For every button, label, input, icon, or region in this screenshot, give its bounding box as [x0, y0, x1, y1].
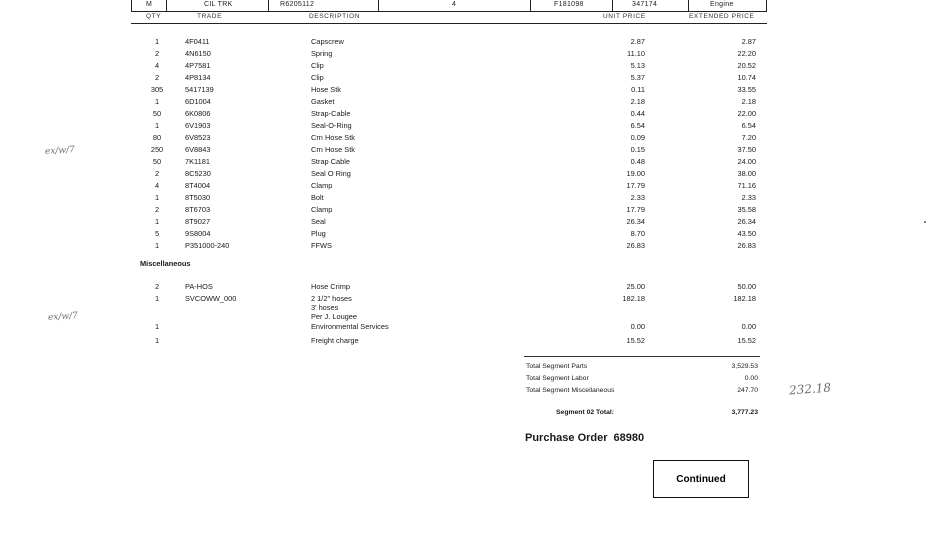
- trade-cell: 6V1903: [185, 121, 211, 130]
- total-parts-label: Total Segment Parts: [526, 363, 588, 370]
- header-trade: TRADE: [197, 13, 223, 20]
- trade-cell: 9S8004: [185, 229, 211, 238]
- description-cell: Hose Stk: [311, 85, 341, 94]
- header-description: DESCRIPTION: [309, 13, 361, 20]
- extended-price-cell: 26.83: [737, 241, 756, 250]
- table-row: [0, 322, 931, 331]
- trade-cell: 6V8523: [185, 133, 211, 142]
- qty-cell: 2: [154, 73, 160, 82]
- description-cell: Crn Hose Stk: [311, 133, 355, 142]
- description-cell: Seal-O-Ring: [311, 121, 352, 130]
- job-type: CIL TRK: [204, 1, 233, 8]
- qty-cell: 305: [150, 85, 164, 94]
- extended-price-cell: 20.52: [737, 61, 756, 70]
- description-cell: Clip: [311, 61, 324, 70]
- unit-price-cell: 0.44: [630, 109, 645, 118]
- trade-cell: 4N6150: [185, 49, 211, 58]
- extended-price-cell: 35.58: [737, 205, 756, 214]
- unit-price-cell: 17.79: [626, 205, 645, 214]
- unit-price-cell: 182.18: [622, 294, 645, 303]
- unit-price-cell: 8.70: [630, 229, 645, 238]
- table-row: [0, 205, 931, 214]
- total-parts-row: [524, 362, 760, 372]
- qty-cell: 50: [152, 109, 162, 118]
- table-row: [0, 121, 931, 130]
- extended-price-cell: 26.34: [737, 217, 756, 226]
- trade-cell: 6D1004: [185, 97, 211, 106]
- extended-price-cell: 24.00: [737, 157, 756, 166]
- trade-cell: 4P7581: [185, 61, 211, 70]
- job-info-row: [131, 0, 767, 12]
- table-row: [0, 294, 931, 303]
- table-row: [0, 303, 931, 312]
- description-cell: 2 1/2" hoses: [311, 294, 352, 303]
- description-cell: Environmental Services: [311, 322, 389, 331]
- handwritten-note: ex/w/7: [44, 144, 76, 158]
- description-cell: Seal: [311, 217, 326, 226]
- qty-cell: 1: [154, 121, 160, 130]
- description-cell: Per J. Lougee: [311, 312, 358, 321]
- header-unit-price: UNIT PRICE: [603, 13, 646, 20]
- trade-cell: 6K0806: [185, 109, 211, 118]
- continued-button[interactable]: Continued: [653, 460, 749, 498]
- qty-cell: 1: [154, 336, 160, 345]
- job-code: M: [146, 1, 153, 8]
- qty-cell: 1: [154, 193, 160, 202]
- description-cell: Clamp: [311, 181, 333, 190]
- description-cell: Seal O Ring: [311, 169, 351, 178]
- extended-price-cell: 43.50: [737, 229, 756, 238]
- trade-cell: 8T9027: [185, 217, 211, 226]
- qty-cell: 1: [154, 294, 160, 303]
- description-cell: Plug: [311, 229, 326, 238]
- purchase-order: [525, 432, 644, 444]
- table-row: [0, 241, 931, 250]
- header-extended-price: EXTENDED PRICE: [689, 13, 755, 20]
- qty-cell: 2: [154, 282, 160, 291]
- total-labor-row: [524, 374, 760, 384]
- extended-price-cell: 6.54: [741, 121, 756, 130]
- table-row: [0, 157, 931, 166]
- segment-total-value: 3,777.23: [731, 409, 758, 416]
- trade-cell: 8T6703: [185, 205, 211, 214]
- handwritten-note: ex/w/7: [47, 310, 79, 324]
- description-cell: Freight charge: [311, 336, 359, 345]
- header-qty: QTY: [146, 13, 162, 20]
- total-misc-value: 247.70: [737, 387, 758, 394]
- qty-cell: 5: [154, 229, 160, 238]
- extended-price-cell: 71.16: [737, 181, 756, 190]
- extended-price-cell: 10.74: [737, 73, 756, 82]
- description-cell: 3' hoses: [311, 303, 339, 312]
- extended-price-cell: 22.20: [737, 49, 756, 58]
- extended-price-cell: 2.33: [741, 193, 756, 202]
- scan-speck: [924, 221, 926, 223]
- extended-price-cell: 182.18: [733, 294, 756, 303]
- description-cell: Strap-Cable: [311, 109, 351, 118]
- table-row: [0, 282, 931, 291]
- qty-cell: 4: [154, 181, 160, 190]
- trade-cell: 8T5030: [185, 193, 211, 202]
- qty-cell: 2: [154, 49, 160, 58]
- extended-price-cell: 15.52: [737, 336, 756, 345]
- description-cell: Spring: [311, 49, 333, 58]
- description-cell: FFWS: [311, 241, 332, 250]
- extended-price-cell: 33.55: [737, 85, 756, 94]
- handwritten-note: 232.18: [788, 380, 832, 398]
- extended-price-cell: 37.50: [737, 145, 756, 154]
- job-segment: 4: [452, 1, 457, 8]
- table-row: [0, 97, 931, 106]
- purchase-order-number: 68980: [613, 432, 645, 444]
- extended-price-cell: 50.00: [737, 282, 756, 291]
- trade-cell: 6V8843: [185, 145, 211, 154]
- table-row: [0, 181, 931, 190]
- job-hours: 347174: [632, 1, 658, 8]
- qty-cell: 80: [152, 133, 162, 142]
- table-row: [0, 310, 931, 324]
- table-row: [0, 229, 931, 238]
- description-cell: Bolt: [311, 193, 324, 202]
- table-row: [0, 193, 931, 202]
- unit-price-cell: 25.00: [626, 282, 645, 291]
- extended-price-cell: 7.20: [741, 133, 756, 142]
- segment-total-row: [524, 408, 760, 418]
- miscellaneous-heading: Miscellaneous: [140, 259, 191, 268]
- table-row: [0, 37, 931, 46]
- qty-cell: 50: [152, 157, 162, 166]
- table-row: [0, 336, 931, 345]
- job-component: Engine: [710, 1, 734, 8]
- table-row: [0, 217, 931, 226]
- qty-cell: 2: [154, 205, 160, 214]
- trade-cell: SVCOWW_000: [185, 294, 237, 303]
- column-header-row: [131, 12, 767, 24]
- trade-cell: 8C5230: [185, 169, 211, 178]
- extended-price-cell: 2.18: [741, 97, 756, 106]
- segment-total-label: Segment 02 Total:: [556, 409, 615, 416]
- unit-price-cell: 5.37: [630, 73, 645, 82]
- total-misc-row: [524, 386, 760, 396]
- unit-price-cell: 0.09: [630, 133, 645, 142]
- unit-price-cell: 0.00: [630, 322, 645, 331]
- table-row: [0, 133, 931, 142]
- table-row: [0, 169, 931, 178]
- total-labor-label: Total Segment Labor: [526, 375, 589, 382]
- trade-cell: 4P8134: [185, 73, 211, 82]
- description-cell: Capscrew: [311, 37, 344, 46]
- unit-price-cell: 5.13: [630, 61, 645, 70]
- purchase-order-label: Purchase Order: [525, 432, 608, 444]
- total-labor-value: 0.00: [744, 375, 758, 382]
- qty-cell: 1: [154, 322, 160, 331]
- qty-cell: 250: [150, 145, 164, 154]
- job-serial: F181098: [554, 1, 584, 8]
- trade-cell: PA-HOS: [185, 282, 213, 291]
- total-parts-value: 3,529.53: [731, 363, 758, 370]
- description-cell: Clip: [311, 73, 324, 82]
- top-band: [131, 0, 767, 24]
- description-cell: Crn Hose Stk: [311, 145, 355, 154]
- trade-cell: 7K1181: [185, 157, 210, 166]
- extended-price-cell: 22.00: [737, 109, 756, 118]
- description-cell: Gasket: [311, 97, 335, 106]
- trade-cell: 8T4004: [185, 181, 211, 190]
- trade-cell: 5417139: [185, 85, 214, 94]
- unit-price-cell: 11.10: [627, 49, 645, 58]
- table-row: [0, 85, 931, 94]
- unit-price-cell: 6.54: [630, 121, 645, 130]
- table-row: [0, 61, 931, 70]
- description-cell: Hose Crimp: [311, 282, 351, 291]
- table-row: [0, 145, 931, 154]
- description-cell: Clamp: [311, 205, 333, 214]
- unit-price-cell: 0.48: [630, 157, 645, 166]
- unit-price-cell: 2.33: [630, 193, 645, 202]
- unit-price-cell: 26.34: [626, 217, 645, 226]
- unit-price-cell: 0.15: [630, 145, 645, 154]
- qty-cell: 1: [154, 241, 160, 250]
- trade-cell: P351000-240: [185, 241, 230, 250]
- unit-price-cell: 15.52: [626, 336, 645, 345]
- unit-price-cell: 2.18: [630, 97, 645, 106]
- qty-cell: 2: [154, 169, 160, 178]
- unit-price-cell: 17.79: [626, 181, 645, 190]
- trade-cell: 4F0411: [185, 37, 210, 46]
- unit-price-cell: 2.87: [630, 37, 645, 46]
- qty-cell: 1: [154, 217, 160, 226]
- table-row: [0, 73, 931, 82]
- qty-cell: 1: [154, 37, 160, 46]
- unit-price-cell: 19.00: [626, 169, 645, 178]
- unit-price-cell: 26.83: [626, 241, 645, 250]
- table-row: [0, 49, 931, 58]
- qty-cell: 1: [154, 97, 160, 106]
- table-row: [0, 109, 931, 118]
- description-cell: Strap Cable: [311, 157, 351, 166]
- qty-cell: 4: [154, 61, 160, 70]
- extended-price-cell: 2.87: [741, 37, 756, 46]
- extended-price-cell: 38.00: [737, 169, 756, 178]
- extended-price-cell: 0.00: [741, 322, 756, 331]
- totals-divider: [524, 356, 760, 357]
- job-reference: R6205112: [280, 1, 315, 8]
- total-misc-label: Total Segment Miscellaneous: [526, 387, 615, 394]
- unit-price-cell: 0.11: [631, 85, 645, 94]
